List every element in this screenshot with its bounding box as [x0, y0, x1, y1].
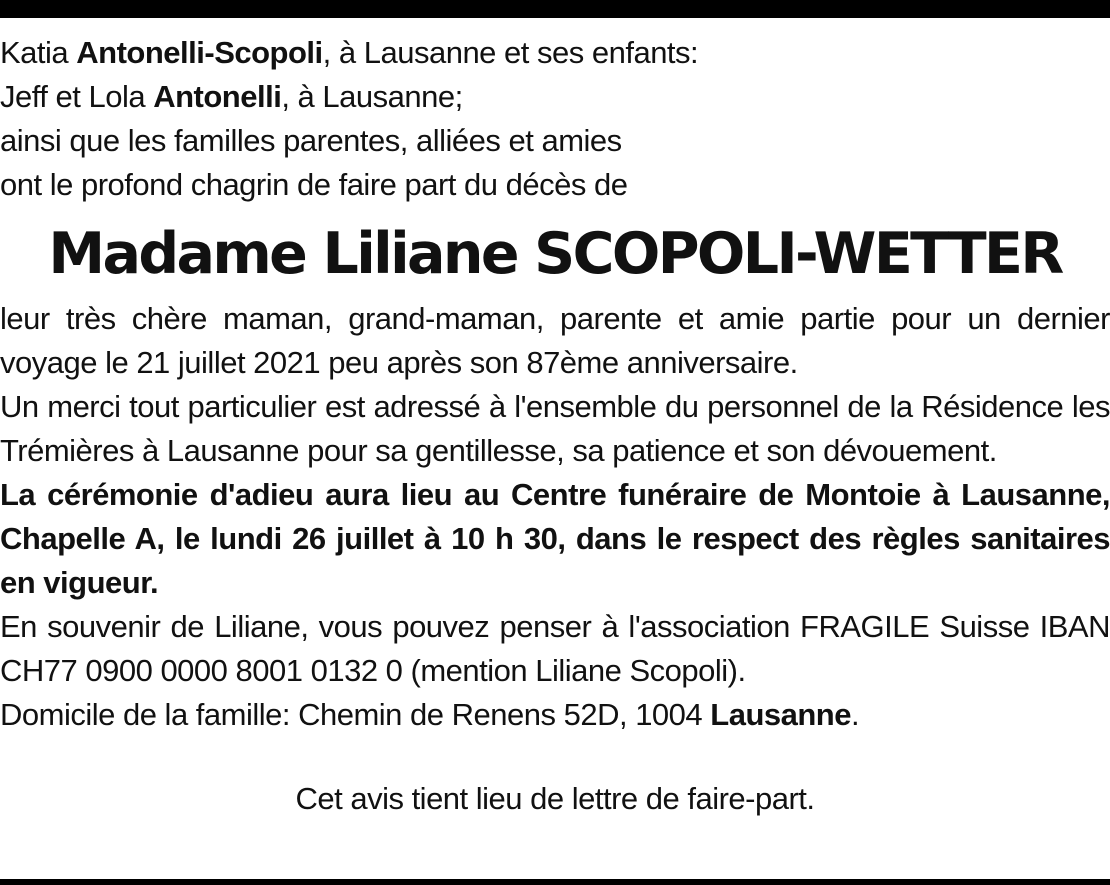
ceremony-paragraph: La cérémonie d'adieu aura lieu au Centre funéraire de Montoie à Lausanne, Chapelle A, le lundi 26 juillet à 10 h 30, dans le respect des règles sanitaires en vigueur. [0, 477, 1110, 600]
donation-paragraph: En souvenir de Liliane, vous pouvez penser à l'association FRAGILE Suisse IBAN CH77 0900 0000 8001 0132 0 (mention Liliane Scopoli). [0, 609, 1110, 688]
tribute-paragraph: leur très chère maman, grand-maman, parente et amie partie pour un dernier voyage le 21 juillet 2021 peu après son 87ème anniversaire. [0, 301, 1110, 380]
domicile-city-bold: Lausanne [710, 697, 851, 732]
deceased-name-heading: Madame Liliane SCOPOLI-WETTER [48, 221, 1062, 287]
intro-text: , à Lausanne et ses enfants: [322, 35, 699, 70]
intro-line-2 [0, 75, 1110, 119]
top-border-rule [0, 0, 1110, 18]
family-name-bold: Antonelli [153, 79, 282, 114]
family-name-bold: Antonelli-Scopoli [76, 35, 323, 70]
domicile-text: . [850, 697, 860, 732]
domicile-text: Domicile de la famille: Chemin de Renens 52D, 1004 [0, 697, 711, 732]
thanks-paragraph: Un merci tout particulier est adressé à l'ensemble du personnel de la Résidence les Trémières à Lausanne pour sa gentillesse, sa patience et son dévouement. [0, 389, 1110, 468]
intro-line-3: ainsi que les familles parentes, alliées et amies [0, 123, 622, 158]
intro-text: Jeff et Lola [0, 79, 154, 114]
intro-text: , à Lausanne; [281, 79, 463, 114]
intro-line-1 [0, 31, 1110, 75]
bottom-border-rule [0, 879, 1110, 885]
closing-note: Cet avis tient lieu de lettre de faire-part. [295, 781, 815, 816]
intro-text: Katia [0, 35, 77, 70]
intro-line-4: ont le profond chagrin de faire part du décès de [0, 167, 628, 202]
notice-content [0, 31, 1110, 821]
domicile-line [0, 693, 1110, 737]
